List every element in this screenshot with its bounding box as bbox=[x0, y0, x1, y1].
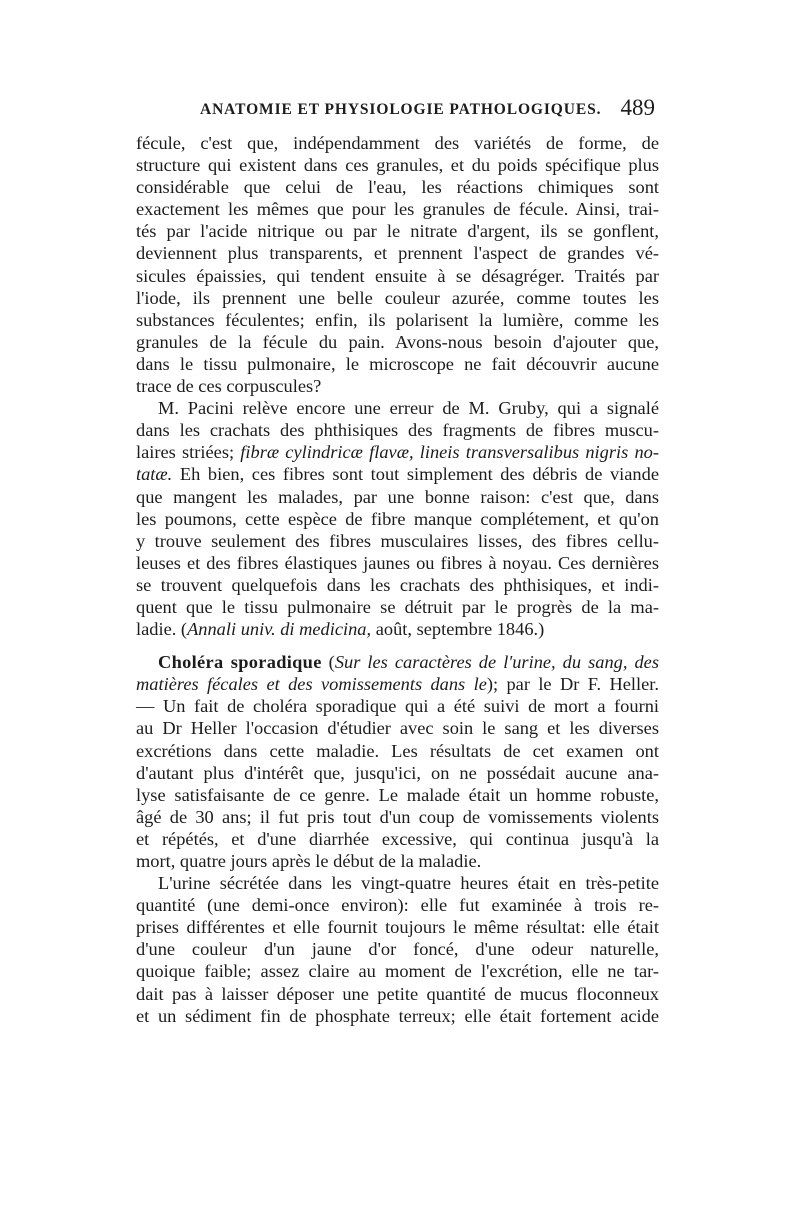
latin-quote: fibræ cylindricæ flavæ, lineis transversalibus nigris no- bbox=[240, 442, 659, 463]
text-line: d'autant plus d'intérêt que, jusqu'ici, on ne possédait aucune ana- bbox=[136, 762, 659, 783]
text-line: quoique faible; assez claire au moment de l'excrétion, elle ne tar- bbox=[136, 961, 659, 982]
body-text bbox=[136, 132, 659, 1027]
text-line: considérable que celui de l'eau, les réactions chimiques sont bbox=[136, 177, 659, 198]
section-heading-line bbox=[136, 651, 659, 673]
text-line: substances féculentes; enfin, ils polarisent la lumière, comme les bbox=[136, 309, 659, 330]
text-line: et un sédiment fin de phosphate terreux; elle était fortement acide bbox=[136, 1005, 659, 1026]
paragraph-starch-granules bbox=[136, 132, 659, 397]
text-line: M. Pacini relève encore une erreur de M. Gruby, qui a signalé bbox=[158, 398, 659, 419]
citation-title: Annali univ. di medicina, bbox=[187, 619, 372, 640]
text-line: au Dr Heller l'occasion d'étudier avec soin le sang et les diverses bbox=[136, 718, 659, 739]
text-run: Eh bien, ces fibres sont tout simplement des débris de viande bbox=[172, 464, 659, 485]
text-line: que mangent les malades, par une bonne raison: c'est que, dans bbox=[136, 486, 659, 507]
text-line: leuses et des fibres élastiques jaunes ou fibres à noyau. Ces dernières bbox=[136, 552, 659, 573]
text-line: trace de ces corpuscules? bbox=[136, 376, 322, 397]
latin-quote: tatæ. bbox=[136, 464, 173, 485]
running-title: ANATOMIE ET PHYSIOLOGIE PATHOLOGIQUES. bbox=[200, 101, 602, 118]
text-line bbox=[136, 441, 659, 463]
section-subtitle: matières fécales et des vomissements dans le bbox=[136, 674, 487, 695]
text-line: structure qui existent dans ces granules, et du poids spécifique plus bbox=[136, 155, 659, 176]
text-run: laires striées; bbox=[136, 442, 241, 463]
section-cholera bbox=[136, 651, 659, 872]
text-line: les poumons, cette espèce de fibre manque complétement, et qu'on bbox=[136, 508, 659, 529]
text-line: quantité (une demi-once environ): elle fut examinée à trois re- bbox=[136, 895, 659, 916]
text-line: y trouve seulement des fibres musculaires lisses, des fibres cellu- bbox=[136, 530, 659, 551]
page-number: 489 bbox=[620, 95, 655, 120]
text-line: l'iode, ils prennent une belle couleur azurée, comme toutes les bbox=[136, 287, 659, 308]
text-line: — Un fait de choléra sporadique qui a été suivi de mort a fourni bbox=[136, 696, 659, 717]
author-credit: ); par le Dr F. Heller. bbox=[486, 674, 659, 695]
text-line: deviennent plus transparents, et prennent l'aspect de grandes vé- bbox=[136, 243, 659, 264]
text-run: août, septembre 1846.) bbox=[371, 619, 545, 640]
text-line: et répétés, et d'une diarrhée excessive, qui continua jusqu'à la bbox=[136, 828, 659, 849]
text-line bbox=[136, 618, 659, 640]
text-line: fécule, c'est que, indépendamment des variétés de forme, de bbox=[136, 133, 659, 153]
page-header bbox=[136, 95, 659, 125]
text-line: mort, quatre jours après le début de la maladie. bbox=[136, 851, 482, 871]
section-heading-line bbox=[136, 673, 659, 695]
paragraph-pacini bbox=[136, 397, 659, 640]
text-line: sicules épaissies, qui tendent ensuite à se désagréger. Traités par bbox=[136, 265, 659, 286]
section-subtitle: Sur les caractères de l'urine, du sang, des bbox=[334, 652, 659, 673]
text-line: quent que le tissu pulmonaire se détruit par le progrès de la ma- bbox=[136, 596, 659, 617]
text-line: âgé de 30 ans; il fut pris tout d'un coup de vomissements violents bbox=[136, 806, 659, 827]
text-line: dans le tissu pulmonaire, le microscope ne fait découvrir aucune bbox=[136, 353, 659, 374]
text-line: L'urine sécrétée dans les vingt-quatre heures était en très-petite bbox=[158, 873, 659, 894]
text-line: exactement les mêmes que pour les granules de fécule. Ainsi, trai- bbox=[136, 199, 659, 220]
text-line: tés par l'acide nitrique ou par le nitrate d'argent, ils se gonflent, bbox=[136, 221, 659, 242]
text-line: granules de la fécule du pain. Avons-nous besoin d'ajouter que, bbox=[136, 331, 659, 352]
text-line: lyse satisfaisante de ce genre. Le malade était un homme robuste, bbox=[136, 784, 659, 805]
paragraph-urine bbox=[136, 872, 659, 1027]
text-line: dait pas à laisser déposer une petite quantité de mucus floconneux bbox=[136, 983, 659, 1004]
text-run: ladie. ( bbox=[136, 619, 188, 640]
section-heading: Choléra sporadique bbox=[158, 652, 322, 673]
text-line: se trouvent quelquefois dans les crachats des phthisiques, et indi- bbox=[136, 574, 659, 595]
text-line: excrétions dans cette maladie. Les résultats de cet examen ont bbox=[136, 740, 659, 761]
text-line: prises différentes et elle fournit toujours le même résultat: elle était bbox=[136, 917, 659, 938]
section-gap bbox=[136, 640, 659, 651]
text-line bbox=[136, 463, 659, 485]
text-line: d'une couleur d'un jaune d'or foncé, d'une odeur naturelle, bbox=[136, 939, 659, 960]
text-run: ( bbox=[321, 652, 335, 673]
text-line: dans les crachats des phthisiques des fragments de fibres muscu- bbox=[136, 420, 659, 441]
